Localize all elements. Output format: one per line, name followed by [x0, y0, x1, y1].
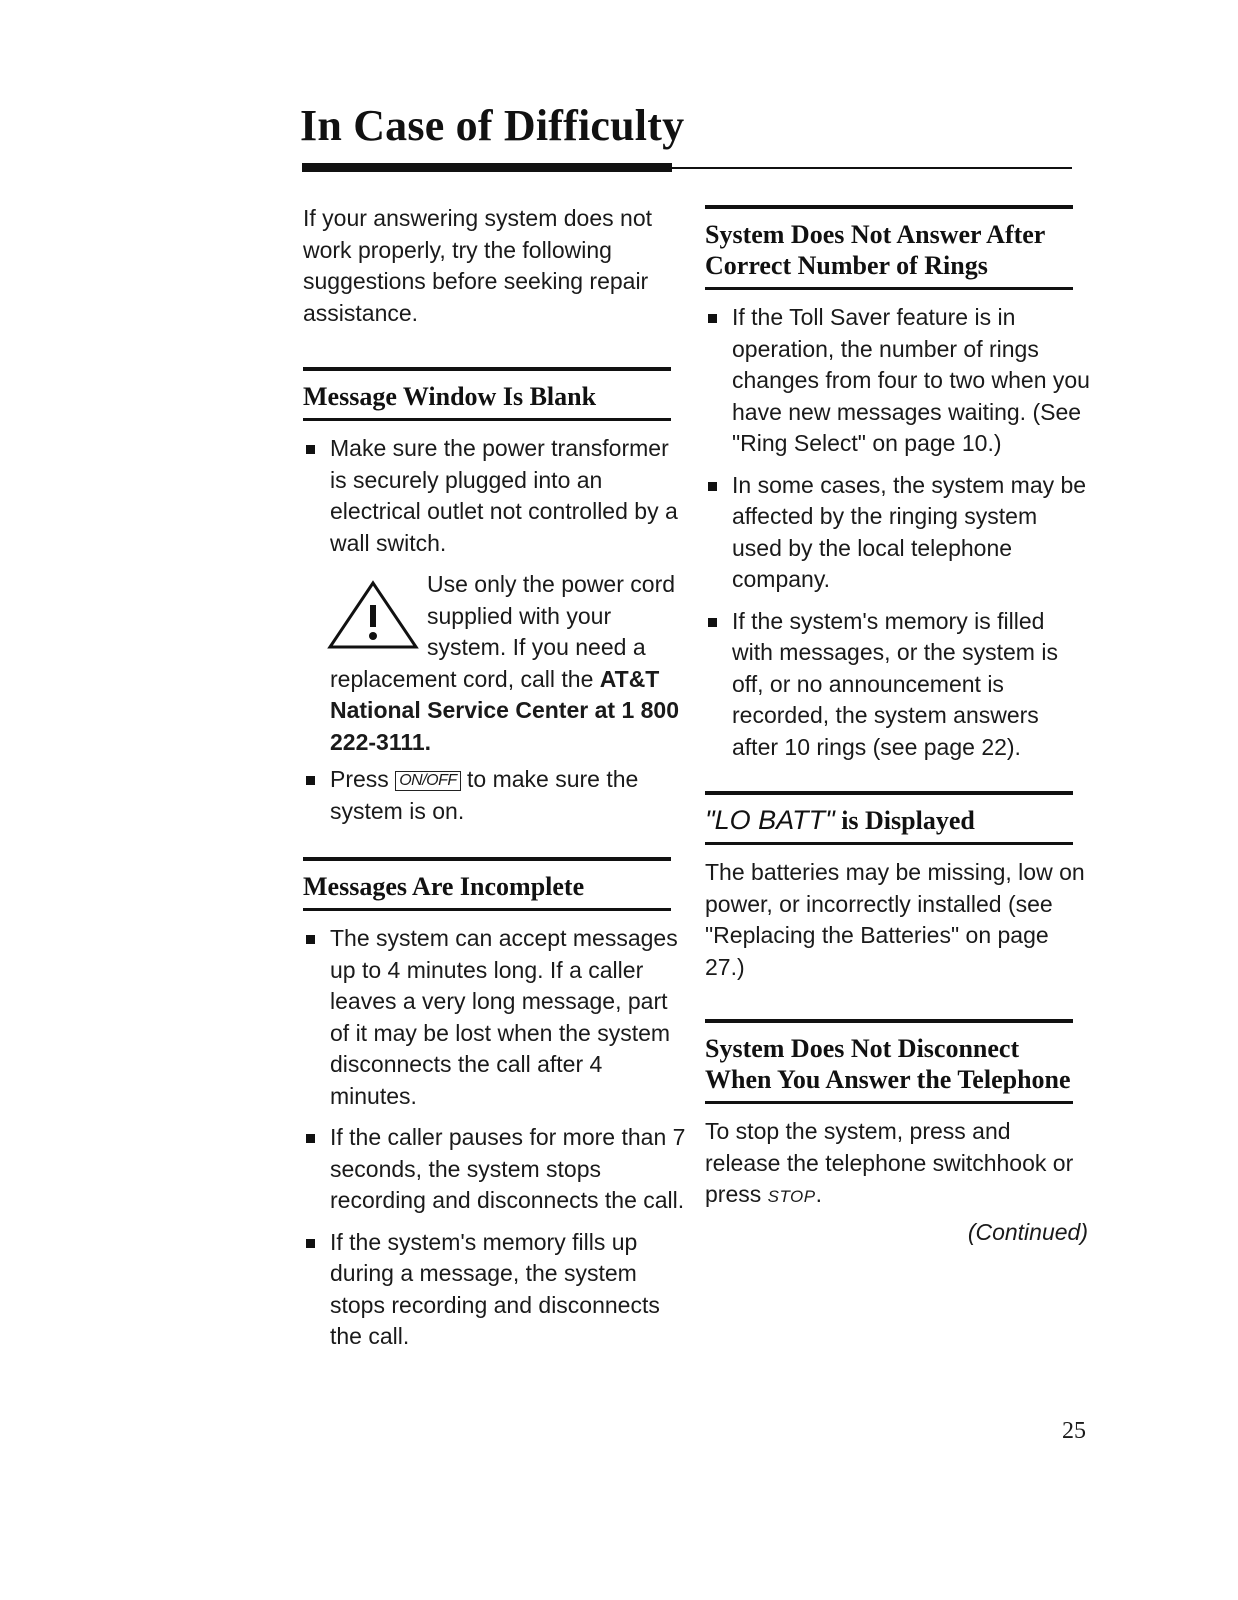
- bullet-list: [303, 764, 688, 827]
- list-item-text: In some cases, the system may be affected by the ringing system used by the local telephone company.: [732, 471, 1087, 592]
- list-item-text: If the system's memory fills up during a message, the system stops recording and disconnects the call.: [330, 1228, 660, 1349]
- list-item: [303, 433, 688, 559]
- bullet-square-icon: [306, 1134, 315, 1143]
- section-heading: System Does Not Disconnect When You Answer the Telephone: [705, 1034, 1071, 1094]
- section-heading: Message Window Is Blank: [303, 382, 597, 411]
- list-item-text: If the system's memory is filled with messages, or the system is off, or no announcement is recorded, the system answers after 10 rings (see page 22).: [732, 607, 1058, 760]
- list-item-text: If the Toll Saver feature is in operation, the number of rings changes from four to two when you have new messages waiting. (See "Ring Select" on page 10.): [732, 304, 1090, 456]
- bullet-square-icon: [306, 935, 315, 944]
- warning-note: [303, 569, 688, 758]
- warning-triangle-icon: [326, 579, 421, 651]
- bullet-list: [303, 923, 688, 1353]
- section-lo-batt: [705, 791, 1090, 983]
- list-item: [705, 302, 1090, 460]
- section-rule: [705, 1101, 1073, 1104]
- paragraph-text: To stop the system, press and release the telephone switchhook or press: [705, 1118, 1074, 1207]
- list-item: [303, 1227, 688, 1353]
- paragraph: The batteries may be missing, low on power, or incorrectly installed (see "Replacing the Batteries" on page 27.): [705, 859, 1085, 980]
- section-window-blank: [303, 367, 688, 827]
- section-heading: [705, 795, 1090, 842]
- section-rule: [303, 418, 671, 421]
- bullet-square-icon: [708, 482, 717, 491]
- section-rule: [705, 287, 1073, 290]
- list-item-text: to make sure the system is on.: [330, 766, 639, 824]
- section-rule: [705, 842, 1073, 845]
- list-item: [303, 923, 688, 1112]
- list-item: [705, 606, 1090, 764]
- page-title: In Case of Difficulty: [300, 101, 685, 150]
- page-number: 25: [1062, 1418, 1086, 1444]
- intro-text: If your answering system does not work properly, try the following suggestions before seeking repair assistance.: [303, 205, 652, 326]
- section-incomplete: [303, 857, 688, 1353]
- bullet-square-icon: [708, 314, 717, 323]
- lo-batt-display-text: "LO BATT": [705, 805, 835, 835]
- bullet-square-icon: [306, 1239, 315, 1248]
- section-rule: [303, 908, 671, 911]
- warning-text: Use only the power cord supplied with your system. If you need a replacement cord, call the: [330, 571, 676, 692]
- left-column: [303, 203, 688, 1363]
- list-item-text: If the caller pauses for more than 7 seconds, the system stops recording and disconnects the call.: [330, 1124, 686, 1213]
- paragraph-text: .: [815, 1181, 823, 1207]
- list-item: [303, 1122, 688, 1217]
- stop-key-label: STOP: [767, 1187, 816, 1206]
- continued-note: (Continued): [967, 1218, 1088, 1245]
- bullet-list: [303, 433, 688, 559]
- bullet-list: [705, 302, 1090, 763]
- list-item-text: Press: [330, 766, 389, 792]
- bullet-square-icon: [708, 618, 717, 627]
- on-off-key-label: ON/OFF: [395, 771, 460, 791]
- section-no-answer: [705, 205, 1090, 763]
- list-item-text: Make sure the power transformer is securely plugged into an electrical outlet not controlled by a wall switch.: [330, 435, 678, 556]
- section-no-disconnect: [705, 1019, 1090, 1248]
- paragraph: [705, 1116, 1090, 1213]
- warning-contact: AT&T National Service Center at 1 800 222-3111.: [330, 665, 679, 755]
- right-column: [705, 205, 1090, 1248]
- title-rule-thin: [672, 167, 1072, 169]
- section-heading: System Does Not Answer After Correct Number of Rings: [705, 220, 1045, 280]
- bullet-square-icon: [306, 445, 315, 454]
- title-rule-thick: [302, 163, 672, 172]
- list-item: [303, 764, 688, 827]
- list-item-text: The system can accept messages up to 4 minutes long. If a caller leaves a very long message, part of it may be lost when the system disconnects the call after 4 minutes.: [330, 925, 678, 1109]
- section-heading: Messages Are Incomplete: [303, 872, 585, 901]
- list-item: [705, 470, 1090, 596]
- section-heading-rest: is Displayed: [841, 806, 975, 835]
- bullet-square-icon: [306, 776, 315, 785]
